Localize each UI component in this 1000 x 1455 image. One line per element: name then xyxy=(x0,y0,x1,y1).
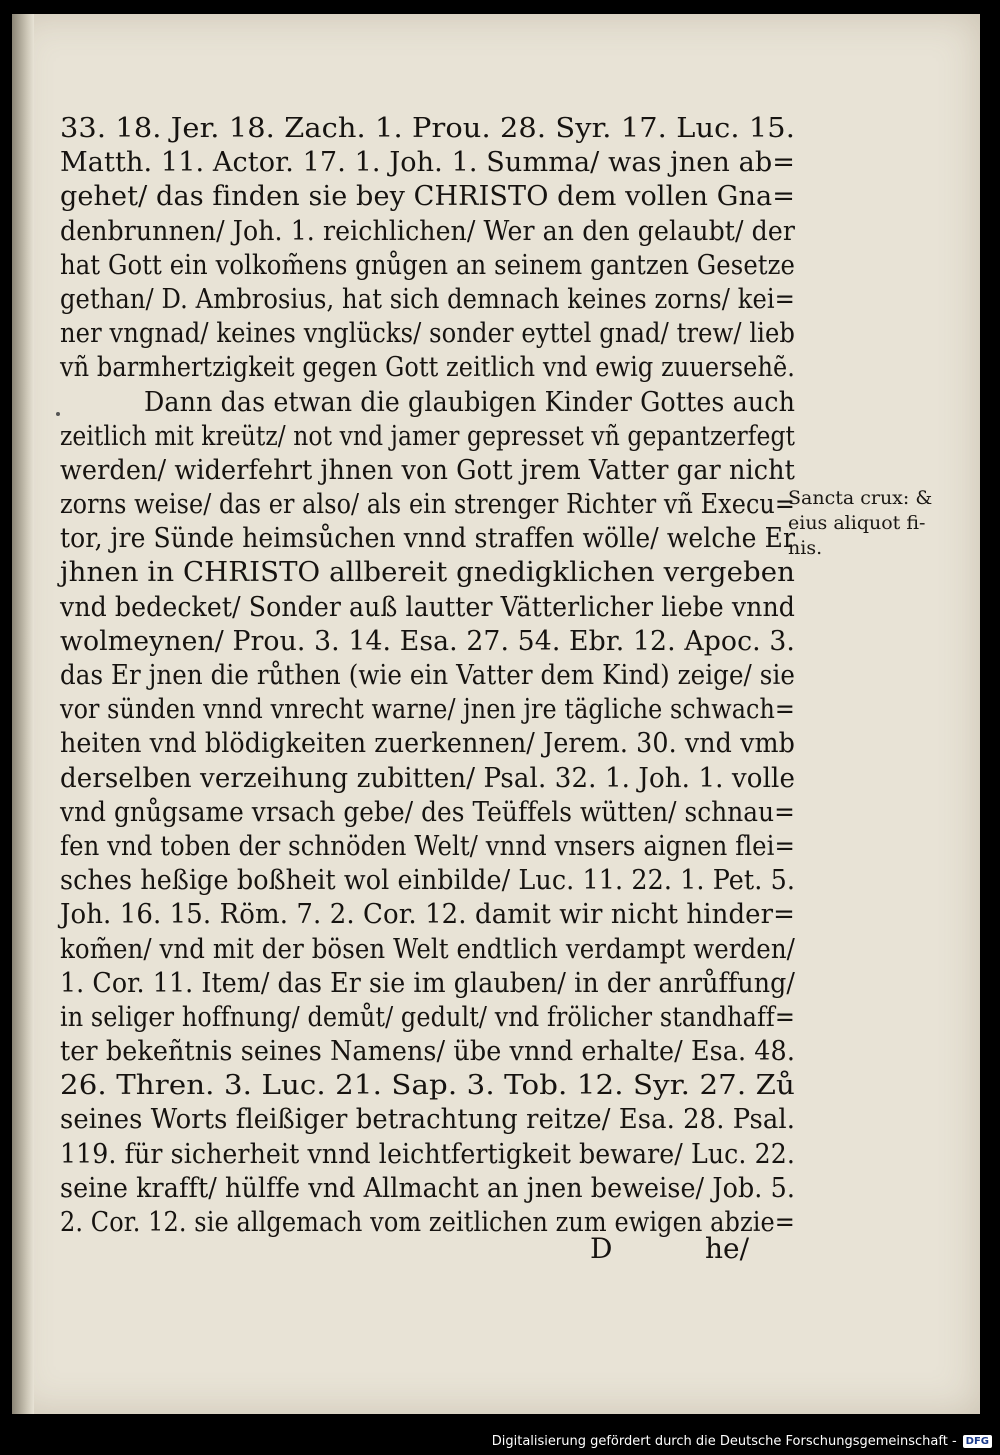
dfg-logo[interactable]: DFG xyxy=(963,1435,992,1448)
marginal-note-line: Sancta crux: & xyxy=(788,487,933,509)
text-line: werden/ widerfehrt jhnen von Gott jrem Vatter gar nicht xyxy=(60,454,795,486)
text-line: 1. Cor. 11. Item/ das Er sie im glauben/ in der anrůffung/ xyxy=(60,967,795,999)
text-line: hat Gott ein volkom̃ens gnůgen an seinem gantzen Gesetze xyxy=(60,249,795,281)
text-line: 26. Thren. 3. Luc. 21. Sap. 3. Tob. 12. Syr. 27. Zů xyxy=(60,1070,795,1102)
text-line: kom̃en/ vnd mit der bösen Welt endtlich verdampt werden/ xyxy=(60,933,795,965)
text-line: 2. Cor. 12. sie allgemach vom zeitlichen zum ewigen abzie= xyxy=(60,1207,795,1238)
text-line: tor, jre Sünde heimsůchen vnnd straffen wölle/ welche Er xyxy=(60,523,795,555)
text-line: 119. für sicherheit vnnd leichtfertigkeit beware/ Luc. 22. xyxy=(60,1138,795,1170)
marginal-note-line: eius aliquot fi- xyxy=(788,512,926,534)
text-line: seine krafft/ hülffe vnd Allmacht an jnen beweise/ Job. 5. xyxy=(60,1172,795,1204)
marginal-note xyxy=(788,486,958,561)
text-line: ner vngnad/ keines vnglücks/ sonder eyttel gnad/ trew/ lieb xyxy=(60,318,795,350)
main-text-block xyxy=(60,112,795,1240)
text-line: vñ barmhertzigkeit gegen Gott zeitlich vnd ewig zuuersehẽ. xyxy=(60,352,795,384)
text-line: vnd gnůgsame vrsach gebe/ des Teüffels wütten/ schnau= xyxy=(60,796,795,828)
catchword xyxy=(580,1232,770,1272)
text-line: ter bekeñtnis seines Namens/ übe vnnd erhalte/ Esa. 48. xyxy=(60,1036,795,1068)
text-line: seines Worts fleißiger betrachtung reitze/ Esa. 28. Psal. xyxy=(60,1104,795,1136)
text-line: das Er jnen die růthen (wie ein Vatter dem Kind) zeige/ sie xyxy=(60,660,795,691)
text-line: in seliger hoffnung/ demůt/ gedult/ vnd frölicher standhaff= xyxy=(60,1001,795,1033)
paragraph-start-line: Dann das etwan die glaubigen Kinder Gottes auch xyxy=(144,386,795,418)
text-line: gethan/ D. Ambrosius, hat sich demnach keines zorns/ kei= xyxy=(60,283,795,315)
text-line: jhnen in CHRISTO allbereit gnedigklichen vergeben xyxy=(60,557,796,589)
text-line: 33. 18. Jer. 18. Zach. 1. Prou. 28. Syr. 17. Luc. 15. xyxy=(60,113,795,144)
digitization-footer xyxy=(492,1431,992,1451)
text-line: vor sünden vnnd vnrecht warne/ jnen jre tägliche schwach= xyxy=(60,694,795,726)
text-line: zorns weise/ das er also/ als ein strenger Richter vñ Execu= xyxy=(60,489,795,521)
catchword-text: he/ xyxy=(705,1232,750,1265)
book-spine-shadow xyxy=(12,14,34,1414)
text-line: derselben verzeihung zubitten/ Psal. 32. 1. Joh. 1. volle xyxy=(60,762,795,794)
text-line: denbrunnen/ Joh. 1. reichlichen/ Wer an den gelaubt/ der xyxy=(60,215,795,247)
text-line: gehet/ das finden sie bey CHRISTO dem vollen Gna= xyxy=(60,181,795,213)
text-line: sches heßige boßheit wol einbilde/ Luc. 11. 22. 1. Pet. 5. xyxy=(60,865,795,897)
text-line: fen vnd toben der schnöden Welt/ vnnd vnsers aignen flei= xyxy=(60,830,795,862)
text-line: zeitlich mit kreütz/ not vnd jamer gepresset vñ gepantzerfegt xyxy=(60,420,795,452)
marginal-note-line: nis. xyxy=(788,537,823,559)
catchword-signature: D xyxy=(590,1232,613,1265)
text-line: Matth. 11. Actor. 17. 1. Joh. 1. Summa/ was jnen ab= xyxy=(60,147,795,179)
text-line: Joh. 16. 15. Röm. 7. 2. Cor. 12. damit wir nicht hinder= xyxy=(60,899,795,931)
text-line: vnd bedecket/ Sonder auß lautter Vätterlicher liebe vnnd xyxy=(60,591,795,623)
text-line: heiten vnd blödigkeiten zuerkennen/ Jerem. 30. vnd vmb xyxy=(60,728,795,760)
text-line: wolmeynen/ Prou. 3. 14. Esa. 27. 54. Ebr. 12. Apoc. 3. xyxy=(60,625,795,657)
footer-credit-text: Digitalisierung gefördert durch die Deutsche Forschungsgemeinschaft - xyxy=(491,1433,957,1449)
